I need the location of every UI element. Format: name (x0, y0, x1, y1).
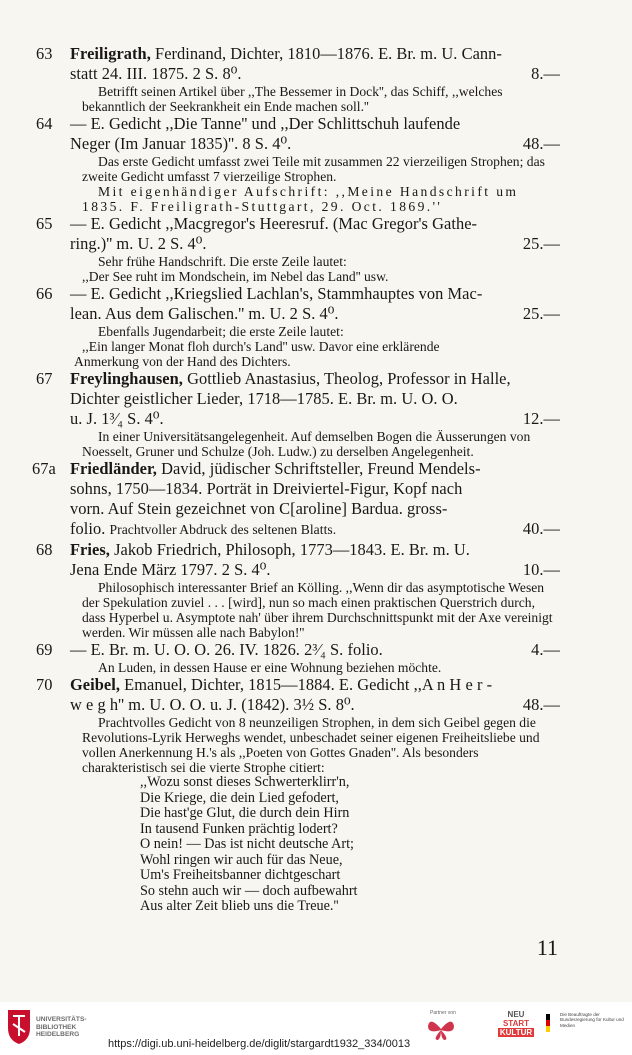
entry-spaced-note: Mit eigenhändiger Aufschrift: ,,Meine Handschrift um 1835. F. Freiligrath-Stuttgart, 29. Oct. 1869.'' (82, 184, 519, 214)
entry-line: folio. (70, 519, 106, 538)
poem-line: So stehn auch wir — doch aufbewahrt (140, 882, 358, 899)
entry-line: lean. Aus dem Galischen.'' m. U. 2 S. 4⁰. (70, 304, 339, 323)
entry-line: Ferdinand, Dichter, 1810—1876. E. Br. m. U. Cann- (155, 44, 502, 63)
entry-note: Sehr frühe Handschrift. Die erste Zeile lautet: (98, 254, 347, 269)
entry-note: An Luden, in dessen Hause er eine Wohnung beziehen möchte. (98, 660, 442, 675)
entry-note: Betrifft seinen Artikel über ,,The Bessemer in Dock'', das Schiff, ,,welches bekanntlich der Seekrankheit ein Ende machen soll.'' (82, 84, 503, 114)
poem-line: Aus alter Zeit blieb uns die Treue.'' (140, 898, 339, 914)
entry-line: sohns, 1750—1834. Porträt in Dreiviertel-Figur, Kopf nach (70, 479, 463, 498)
poem-line: Die hast'ge Glut, die durch dein Hirn (140, 805, 350, 821)
poem-line: O nein! — Das ist nicht deutsche Art; (140, 836, 354, 852)
entry-price: 25.— (522, 234, 560, 253)
poem-stanza (36, 775, 560, 915)
poem-line: Wohl ringen wir auch für das Neue, (140, 851, 343, 868)
entry-number: 67a (32, 459, 56, 478)
entry-number: 66 (36, 284, 53, 303)
bkm-logo-text: Die Beauftragte der Bundesregierung für Kultur und Medien (560, 1012, 624, 1028)
poem-line: ,,Wozu sonst dieses Schwerterklirr'n, (140, 774, 350, 790)
entry-67 (36, 369, 560, 459)
poem-line: Die Kriege, die dein Lied gefodert, (140, 789, 339, 806)
entry-quote: ,,Der See ruht im Mondschein, im Nebel das Land'' usw. (82, 269, 389, 284)
entry-number: 68 (36, 540, 53, 559)
entry-67a (32, 459, 560, 540)
entry-price: 8.— (531, 64, 560, 83)
entry-line: ring.)'' m. U. 2 S. 4⁰. (70, 234, 207, 253)
entry-name: Geibel, (70, 675, 120, 694)
entry-price: 25.— (522, 304, 560, 323)
entry-number: 67 (36, 369, 53, 388)
university-seal-icon (4, 1006, 34, 1046)
page-number: 11 (536, 935, 558, 960)
entry-price: 12.— (522, 409, 560, 428)
entry-70 (36, 675, 560, 915)
entry-name: Freiligrath, (70, 44, 151, 63)
entry-price: 40.— (522, 519, 560, 538)
entry-line: vorn. Auf Stein gezeichnet von C[aroline] Bardua. gross- (70, 499, 448, 518)
entry-line: — E. Gedicht ,,Macgregor's Heeresruf. (Mac Gregor's Gathe- (70, 214, 478, 233)
entry-price: 10.— (522, 560, 560, 579)
entry-line: — E. Br. m. U. O. O. 26. IV. 1826. 2³⁄₄ S. folio. (70, 640, 383, 659)
entry-line: Jena Ende März 1797. 2 S. 4⁰. (70, 560, 271, 579)
entry-line: Jakob Friedrich, Philosoph, 1773—1843. E. Br. m. U. (114, 540, 470, 559)
entry-note: In einer Universitätsangelegenheit. Auf demselben Bogen die Äusserungen von Noesselt, Gruner und Schulze (Joh. Ludw.) zu derselben Angelegenheit. (82, 429, 531, 459)
entry-68 (36, 540, 560, 640)
entry-66 (36, 284, 560, 369)
library-name: UNIVERSITÄTS- BIBLIOTHEK HEIDELBERG (36, 1016, 87, 1039)
entry-number: 65 (36, 214, 53, 233)
entry-line: statt 24. III. 1875. 2 S. 8⁰. (70, 64, 242, 83)
entry-number: 64 (36, 114, 53, 133)
entry-name: Fries, (70, 540, 110, 559)
entry-line: Gottlieb Anastasius, Theolog, Professor in Halle, (187, 369, 511, 388)
butterfly-logo-icon (426, 1016, 456, 1042)
footer-bar (0, 1002, 632, 1055)
poem-line: In tausend Funken prächtig lodert? (140, 820, 338, 837)
entry-line: Dichter geistlicher Lieder, 1718—1785. E. Br. m. U. O. O. (70, 389, 458, 408)
entry-69 (36, 640, 560, 675)
entry-line: Neger (Im Januar 1835)''. 8 S. 4⁰. (70, 134, 292, 153)
entry-65 (36, 214, 560, 284)
entry-number: 63 (36, 44, 53, 63)
entry-number: 69 (36, 640, 53, 659)
entry-line: Emanuel, Dichter, 1815—1884. E. Gedicht ,,A n H e r - (124, 675, 493, 694)
entry-line: u. J. 1³⁄₄ S. 4⁰. (70, 409, 164, 428)
entry-quote: ,,Ein langer Monat floh durch's Land'' usw. Davor eine erklärende (82, 339, 440, 354)
poem-line: Um's Freiheitsbanner dichtgeschart (140, 867, 341, 883)
entry-number: 70 (36, 675, 53, 694)
entry-inline-note: Prachtvoller Abdruck des seltenen Blatts. (109, 522, 337, 537)
catalogue-entries (32, 44, 560, 915)
entry-name: Freylinghausen, (70, 369, 183, 388)
entry-line: w e g h'' m. U. O. O. u. J. (1842). 3½ S. 8⁰. (70, 695, 355, 714)
entry-note: Ebenfalls Jugendarbeit; die erste Zeile lautet: (98, 324, 344, 339)
permalink-url[interactable]: https://digi.ub.uni-heidelberg.de/diglit/stargardt1932_334/0013 (108, 1038, 411, 1050)
entry-64 (36, 114, 560, 214)
entry-price: 48.— (522, 695, 560, 714)
entry-note: Prachtvolles Gedicht von 8 neunzeiligen Strophen, in dem sich Geibel gegen die Revolutions-Lyrik Herweghs wendet, unbeschadet seiner eigenen Freiheitsliebe und vollen Anerkennung H.'s als ,,Poeten von Gottes Gnaden''. Als besonders charakteristisch sei die vierte Strophe citiert: (82, 715, 540, 775)
entry-note: Philosophisch interessanter Brief an Kölling. ,,Wenn dir das asymptotische Wesen der Spekulation zuviel . . . [wird], nun so mach einen praktischen Querstrich durch, dass Hyperbel u. Asymptote nah' über ihrem Durchschnittspunkt mit der Axe vereinigt werden. Wir müssen alle nach Babylon!'' (82, 580, 553, 640)
entry-line: David, jüdischer Schriftsteller, Freund Mendels- (161, 459, 481, 478)
entry-63 (36, 44, 560, 114)
partner-label: Partner von (430, 1010, 456, 1016)
entry-note: Das erste Gedicht umfasst zwei Teile mit zusammen 22 vierzeiligen Strophen; das zweite Gedicht umfasst 7 vierzeilige Strophen. (82, 154, 545, 184)
entry-name: Friedländer, (70, 459, 157, 478)
entry-quote-continued: Anmerkung von der Hand des Dichters. (74, 354, 291, 369)
entry-line: — E. Gedicht ,,Die Tanne'' und ,,Der Schlittschuh laufende (70, 114, 461, 133)
entry-price: 48.— (522, 134, 560, 153)
neustart-kultur-logo: NEU START KULTUR (499, 1010, 533, 1037)
entry-line: — E. Gedicht ,,Kriegslied Lachlan's, Stammhauptes von Mac- (70, 284, 483, 303)
entry-price: 4.— (531, 640, 560, 659)
